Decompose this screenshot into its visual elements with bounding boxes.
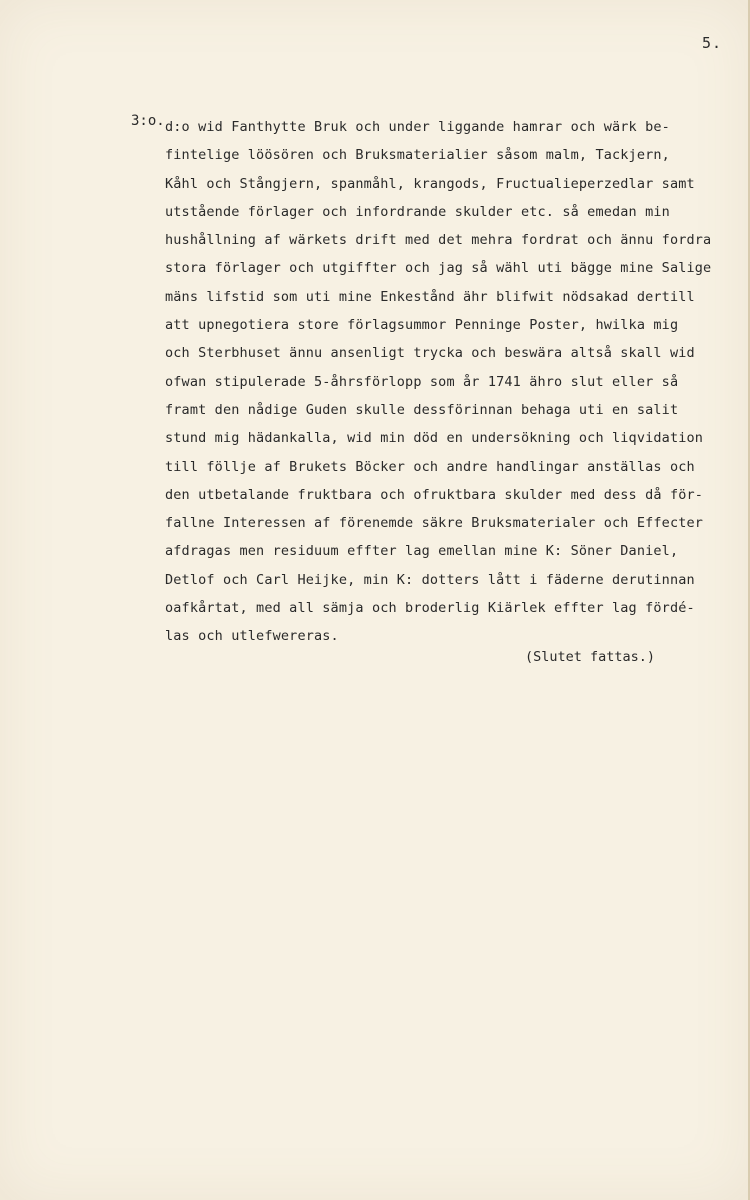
text-line: d:o wid Fanthytte Bruk och under liggande hamrar och wärk be- xyxy=(165,119,670,135)
text-line: utstående förlager och infordrande skulder etc. så emedan min xyxy=(165,203,670,220)
text-line: framt den nådige Guden skulle dessförinnan behaga uti en salit xyxy=(165,401,679,418)
text-line: fintelige löösören och Bruksmaterialier såsom malm, Tackjern, xyxy=(165,147,670,164)
item-number: 3:o. xyxy=(131,113,165,129)
body-text xyxy=(165,113,725,651)
text-line: Kåhl och Stångjern, spanmåhl, krangods, Fructualieperzedlar samt xyxy=(165,175,695,192)
text-line: och Sterbhuset ännu ansenligt trycka och beswära altså skall wid xyxy=(165,345,695,362)
text-line: fallne Interessen af förenemde säkre Bruksmaterialer och Effecter xyxy=(165,515,704,532)
text-line: stund mig hädankalla, wid min död en undersökning och liqvidation xyxy=(165,430,704,447)
closing-note: (Slutet fattas.) xyxy=(525,649,656,665)
text-line: den utbetalande fruktbara och ofruktbara skulder med dess då för- xyxy=(165,486,704,503)
text-line: oafkårtat, med all sämja och broderlig Kiärlek effter lag fördé- xyxy=(165,600,695,617)
text-line: afdragas men residuum effter lag emellan mine K: Söner Daniel, xyxy=(165,543,679,560)
text-line: ofwan stipulerade 5-åhrsförlopp som år 1741 ähro slut eller så xyxy=(165,373,679,390)
text-line: till föllje af Brukets Böcker och andre handlingar anställas och xyxy=(165,458,695,475)
text-line: Detlof och Carl Heijke, min K: dotters lått i fäderne derutinnan xyxy=(165,571,695,588)
text-line: las och utlefwereras. xyxy=(165,628,339,645)
page-number: 5. xyxy=(702,34,723,52)
text-line: mäns lifstid som uti mine Enkestånd ähr blifwit nödsakad dertill xyxy=(165,288,695,305)
text-line: att upnegotiera store förlagsummor Penninge Poster, hwilka mig xyxy=(165,317,679,334)
text-line: hushållning af wärkets drift med det mehra fordrat och ännu fordra xyxy=(165,232,712,249)
text-line: stora förlager och utgiffter och jag så wähl uti bägge mine Salige xyxy=(165,260,712,277)
